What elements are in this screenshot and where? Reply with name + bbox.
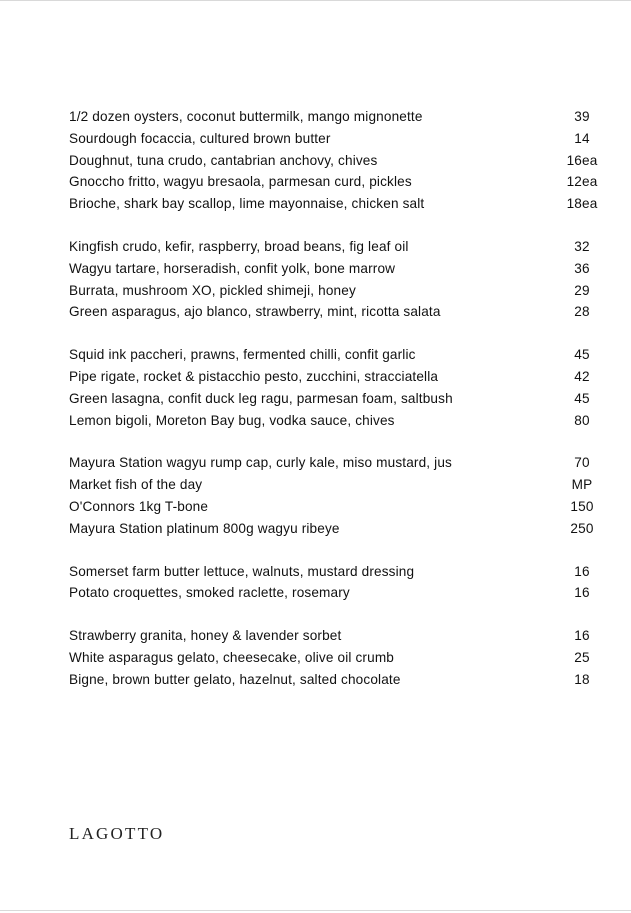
- dish-price: 36: [574, 260, 590, 276]
- menu-section-crudo: [69, 236, 609, 323]
- dish-name: Green lasagna, confit duck leg ragu, parmesan foam, saltbush: [69, 390, 453, 406]
- dish-price: 42: [574, 368, 590, 384]
- menu-item: [69, 582, 609, 604]
- menu-item: [69, 474, 609, 496]
- dish-name: Market fish of the day: [69, 477, 203, 493]
- dish-name: Sourdough focaccia, cultured brown butter: [69, 130, 331, 146]
- dish-price: 16: [574, 628, 590, 644]
- dish-name: O'Connors 1kg T-bone: [69, 498, 209, 514]
- menu-item: [69, 344, 609, 366]
- menu-section-mains: [69, 452, 609, 539]
- dish-price: 28: [574, 304, 590, 320]
- menu-section-snacks: [69, 106, 609, 215]
- dish-price: MP: [571, 477, 593, 493]
- menu-item: [69, 452, 609, 474]
- dish-price: 39: [574, 109, 590, 124]
- menu-item: [69, 366, 609, 388]
- dish-name: Lemon bigoli, Moreton Bay bug, vodka sauce, chives: [69, 412, 395, 428]
- dish-price: 16: [574, 563, 590, 579]
- dish-price: 32: [574, 238, 590, 254]
- menu-item: [69, 561, 609, 583]
- menu-item: [69, 236, 609, 258]
- menu-item: [69, 193, 609, 215]
- dish-name: Kingfish crudo, kefir, raspberry, broad beans, fig leaf oil: [69, 238, 409, 254]
- menu-list: [69, 106, 609, 691]
- dish-name: Mayura Station wagyu rump cap, curly kale, miso mustard, jus: [69, 455, 452, 471]
- dish-price: 80: [574, 412, 590, 428]
- menu-item: [69, 669, 609, 691]
- dish-name: Pipe rigate, rocket & pistacchio pesto, zucchini, stracciatella: [69, 368, 439, 384]
- dish-price: 16ea: [566, 152, 598, 168]
- menu-section-pasta: [69, 344, 609, 431]
- dish-name: Doughnut, tuna crudo, cantabrian anchovy, chives: [69, 152, 378, 168]
- menu-item: [69, 128, 609, 150]
- dish-price: 70: [574, 455, 590, 471]
- dish-name: Strawberry granita, honey & lavender sorbet: [69, 628, 342, 644]
- menu-item: [69, 258, 609, 280]
- dish-name: Brioche, shark bay scallop, lime mayonnaise, chicken salt: [69, 196, 425, 212]
- page-bottom-border: [0, 910, 631, 911]
- menu-item: [69, 150, 609, 172]
- dish-price: 16: [574, 585, 590, 601]
- menu-item: [69, 301, 609, 323]
- dish-name: Squid ink paccheri, prawns, fermented chilli, confit garlic: [69, 347, 416, 363]
- menu-item: [69, 280, 609, 302]
- dish-name: White asparagus gelato, cheesecake, olive oil crumb: [69, 649, 395, 665]
- menu-item: [69, 518, 609, 540]
- menu-item: [69, 647, 609, 669]
- menu-section-sides: [69, 561, 609, 605]
- dish-price: 14: [574, 130, 590, 146]
- menu-item: [69, 106, 609, 128]
- dish-price: 25: [574, 649, 590, 665]
- menu-section-desserts: [69, 625, 609, 690]
- dish-name: Green asparagus, ajo blanco, strawberry, mint, ricotta salata: [69, 304, 441, 320]
- menu-item: [69, 625, 609, 647]
- menu-item: [69, 496, 609, 518]
- restaurant-logo: LAGOTTO: [69, 824, 165, 843]
- dish-name: Somerset farm butter lettuce, walnuts, mustard dressing: [69, 563, 415, 579]
- menu-item: [69, 171, 609, 193]
- page-top-border: [0, 0, 631, 1]
- dish-price: 18ea: [566, 196, 598, 212]
- dish-name: Burrata, mushroom XO, pickled shimeji, honey: [69, 282, 356, 298]
- dish-name: Potato croquettes, smoked raclette, rosemary: [69, 585, 350, 601]
- dish-name: Mayura Station platinum 800g wagyu ribeye: [69, 520, 340, 536]
- menu-item: [69, 410, 609, 432]
- dish-price: 12ea: [566, 174, 598, 190]
- dish-price: 250: [570, 520, 594, 536]
- dish-name: Bigne, brown butter gelato, hazelnut, salted chocolate: [69, 671, 401, 687]
- dish-name: 1/2 dozen oysters, coconut buttermilk, mango mignonette: [69, 109, 423, 124]
- dish-price: 29: [574, 282, 590, 298]
- dish-name: Wagyu tartare, horseradish, confit yolk, bone marrow: [69, 260, 396, 276]
- dish-price: 150: [570, 498, 594, 514]
- dish-price: 45: [574, 390, 590, 406]
- dish-price: 45: [574, 347, 590, 363]
- menu-item: [69, 388, 609, 410]
- dish-name: Gnoccho fritto, wagyu bresaola, parmesan curd, pickles: [69, 174, 412, 190]
- dish-price: 18: [574, 671, 590, 687]
